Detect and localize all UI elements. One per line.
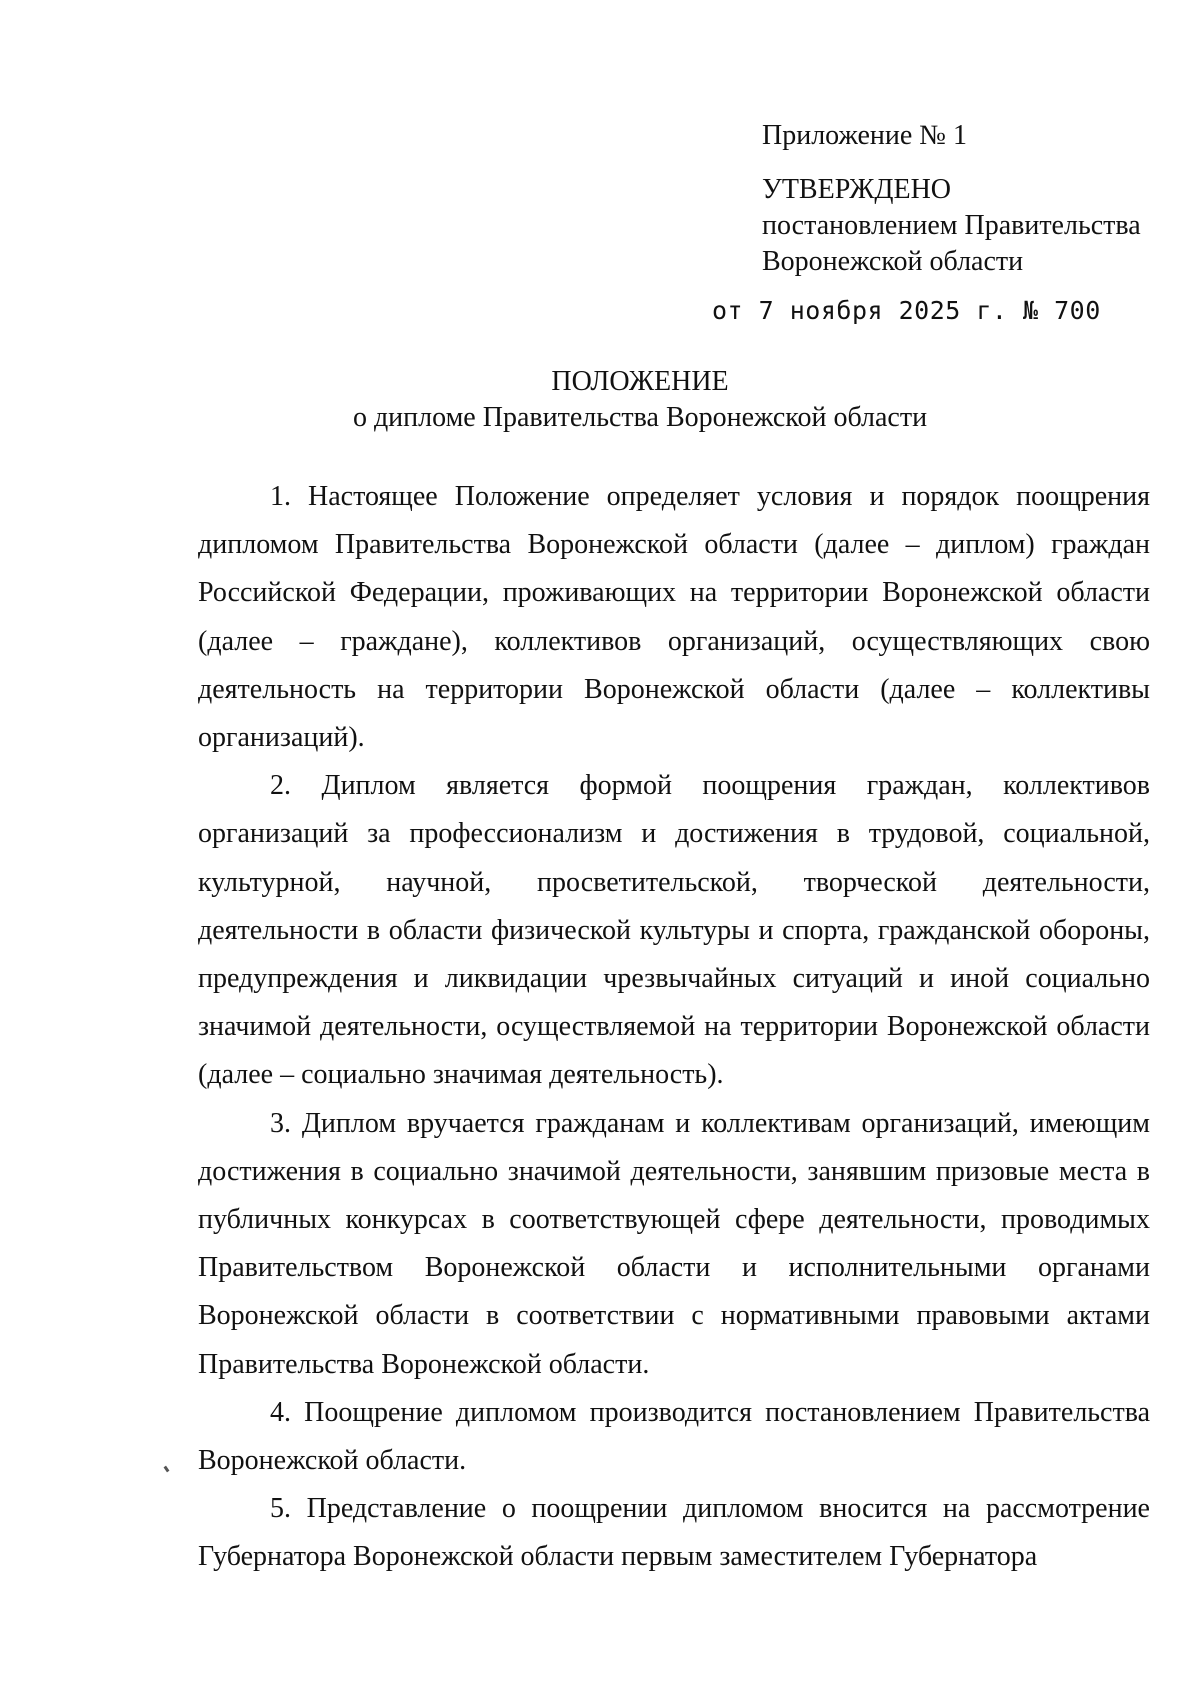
- approved-by-line-2: Воронежской области: [762, 246, 1024, 277]
- paragraph-1: 1. Настоящее Положение определяет условия и порядок поощрения дипломом Правительства Воронежской области (далее – диплом) граждан Российской Федерации, проживающих на территории Воронежской области (далее – граждане), коллективов организаций, осуществляющих свою деятельность на территории Воронежской области (далее – коллективы организаций).: [198, 481, 1150, 754]
- document-title: ПОЛОЖЕНИЕ: [551, 366, 729, 397]
- approved-stamp-label: УТВЕРЖДЕНО: [762, 174, 952, 205]
- appendix-label: Приложение № 1: [762, 120, 967, 151]
- paragraph-2: 2. Диплом является формой поощрения граждан, коллективов организаций за профессионализм и достижения в трудовой, социальной, культурной, научной, просветительской, творческой деятельности, деятельности в области физической культуры и спорта, гражданской обороны, предупреждения и ликвидации чрезвычайных ситуаций и иной социально значимой деятельности, осуществляемой на территории Воронежской области (далее – социально значимая деятельность).: [198, 770, 1150, 1091]
- approval-block: [762, 118, 1182, 280]
- paragraph-3: 3. Диплом вручается гражданам и коллективам организаций, имеющим достижения в социально значимой деятельности, занявшим призовые места в публичных конкурсах в соответствующей сфере деятельности, проводимых Правительством Воронежской области и исполнительными органами Воронежской области в соответствии с нормативными правовыми актами Правительства Воронежской области.: [198, 1107, 1150, 1380]
- approved-by-line-1: постановлением Правительства: [762, 210, 1141, 241]
- scan-speck: [164, 1466, 170, 1473]
- paragraph-5: 5. Представление о поощрении дипломом вносится на рассмотрение Губернатора Воронежской области первым заместителем Губернатора: [198, 1493, 1150, 1573]
- document-body: [198, 473, 1150, 1582]
- document-subtitle: о дипломе Правительства Воронежской области: [352, 402, 928, 433]
- decree-reference: от 7 ноября 2025 г. № 700: [712, 296, 1101, 325]
- document-title-block: [0, 364, 1200, 436]
- paragraph-4: 4. Поощрение дипломом производится постановлением Правительства Воронежской области.: [198, 1396, 1150, 1477]
